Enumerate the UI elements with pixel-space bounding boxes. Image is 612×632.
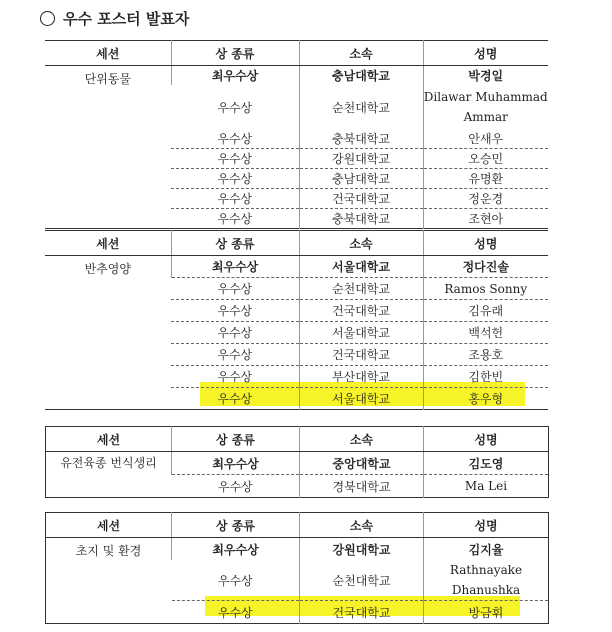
header-affiliation: 소속 <box>300 513 424 538</box>
name-cell: Ma Lei <box>424 475 549 498</box>
table-row <box>46 538 549 561</box>
award-table-breeding-reproduction <box>45 426 549 498</box>
award-table-grassland-environment <box>45 512 549 624</box>
award-cell: 우수상 <box>171 300 299 322</box>
header-session: 세션 <box>45 41 171 66</box>
table-header-row <box>45 41 548 66</box>
name-cell: 정다진솔 <box>423 256 548 278</box>
session-cell: 반추영양 <box>84 262 131 276</box>
table-header-row <box>46 427 549 452</box>
award-cell: 우수상 <box>172 601 300 624</box>
affiliation-cell: 건국대학교 <box>299 300 423 322</box>
award-table-unit-animal <box>45 40 548 229</box>
award-cell: 우수상 <box>171 149 299 169</box>
header-award: 상 종류 <box>172 427 300 452</box>
award-cell: 우수상 <box>217 132 253 146</box>
header-affiliation: 소속 <box>299 231 423 256</box>
name-cell: 오승민 <box>423 149 548 169</box>
header-award: 상 종류 <box>171 231 299 256</box>
award-cell: 최우수상 <box>171 66 299 86</box>
award-cell: 우수상 <box>171 322 299 344</box>
affiliation-cell: 충북대학교 <box>299 209 423 229</box>
award-table-ruminant-nutrition <box>45 230 548 410</box>
affiliation-cell: 경북대학교 <box>300 475 424 498</box>
affiliation-cell: 순천대학교 <box>299 278 423 300</box>
award-cell: 우수상 <box>217 100 253 115</box>
table-row <box>45 66 548 86</box>
header-session: 세션 <box>46 513 172 538</box>
award-cell: 우수상 <box>171 209 299 229</box>
affiliation-cell: 건국대학교 <box>299 189 423 209</box>
section-title-text: 우수 포스터 발표자 <box>63 10 190 28</box>
name-cell: 김한빈 <box>423 366 548 388</box>
name-cell: 박경일 <box>423 66 548 86</box>
award-cell: 우수상 <box>171 278 299 300</box>
header-name: 성명 <box>424 427 549 452</box>
award-cell: 우수상 <box>171 344 299 366</box>
award-cell: 우수상 <box>171 366 299 388</box>
affiliation-cell: 순천대학교 <box>299 85 423 129</box>
name-cell: 김도영 <box>424 452 549 475</box>
affiliation-cell: 서울대학교 <box>299 256 423 278</box>
award-cell: 최우수상 <box>172 538 300 561</box>
name-cell: 정운경 <box>423 189 548 209</box>
header-session: 세션 <box>45 231 171 256</box>
table-row <box>45 256 548 278</box>
name-cell: 방금휘 <box>424 601 549 624</box>
header-session: 세션 <box>46 427 172 452</box>
name-cell: Ramos Sonny <box>423 278 548 300</box>
name-cell: Dilawar Muhammad Ammar <box>423 85 548 129</box>
header-award: 상 종류 <box>172 513 300 538</box>
name-cell: 백석헌 <box>423 322 548 344</box>
affiliation-cell: 중앙대학교 <box>300 452 424 475</box>
header-affiliation: 소속 <box>300 427 424 452</box>
name-cell: 유명환 <box>423 169 548 189</box>
name-cell: 조현아 <box>423 209 548 229</box>
name-cell: 안새우 <box>423 129 548 149</box>
name-cell: 홍우형 <box>423 388 548 410</box>
award-cell: 우수상 <box>217 573 253 588</box>
affiliation-cell: 순천대학교 <box>300 560 424 601</box>
affiliation-cell: 건국대학교 <box>299 344 423 366</box>
circle-bullet-icon <box>40 11 55 26</box>
table-header-row <box>46 513 549 538</box>
affiliation-cell: 충남대학교 <box>299 169 423 189</box>
name-cell: Rathnayake Dhanushka <box>424 560 549 601</box>
affiliation-cell: 서울대학교 <box>299 322 423 344</box>
name-cell: 김지율 <box>424 538 549 561</box>
table-header-row <box>45 231 548 256</box>
award-cell: 최우수상 <box>171 256 299 278</box>
affiliation-cell: 건국대학교 <box>300 601 424 624</box>
award-cell: 우수상 <box>171 189 299 209</box>
session-cell: 유전육종 번식생리 <box>60 456 157 470</box>
header-award: 상 종류 <box>171 41 299 66</box>
award-cell: 우수상 <box>172 475 300 498</box>
header-name: 성명 <box>423 231 548 256</box>
section-title <box>40 8 189 29</box>
header-name: 성명 <box>423 41 548 66</box>
affiliation-cell: 충북대학교 <box>299 129 423 149</box>
affiliation-cell: 충남대학교 <box>299 66 423 86</box>
award-cell: 우수상 <box>171 169 299 189</box>
affiliation-cell: 강원대학교 <box>300 538 424 561</box>
award-cell: 우수상 <box>171 388 299 410</box>
affiliation-cell: 서울대학교 <box>299 388 423 410</box>
name-cell: 조용호 <box>423 344 548 366</box>
award-cell: 최우수상 <box>172 452 300 475</box>
table-row <box>46 452 549 475</box>
header-affiliation: 소속 <box>299 41 423 66</box>
affiliation-cell: 부산대학교 <box>299 366 423 388</box>
affiliation-cell: 강원대학교 <box>299 149 423 169</box>
name-cell: 김유래 <box>423 300 548 322</box>
session-cell: 단위동물 <box>84 72 131 86</box>
session-cell: 초지 및 환경 <box>75 544 142 558</box>
header-name: 성명 <box>424 513 549 538</box>
